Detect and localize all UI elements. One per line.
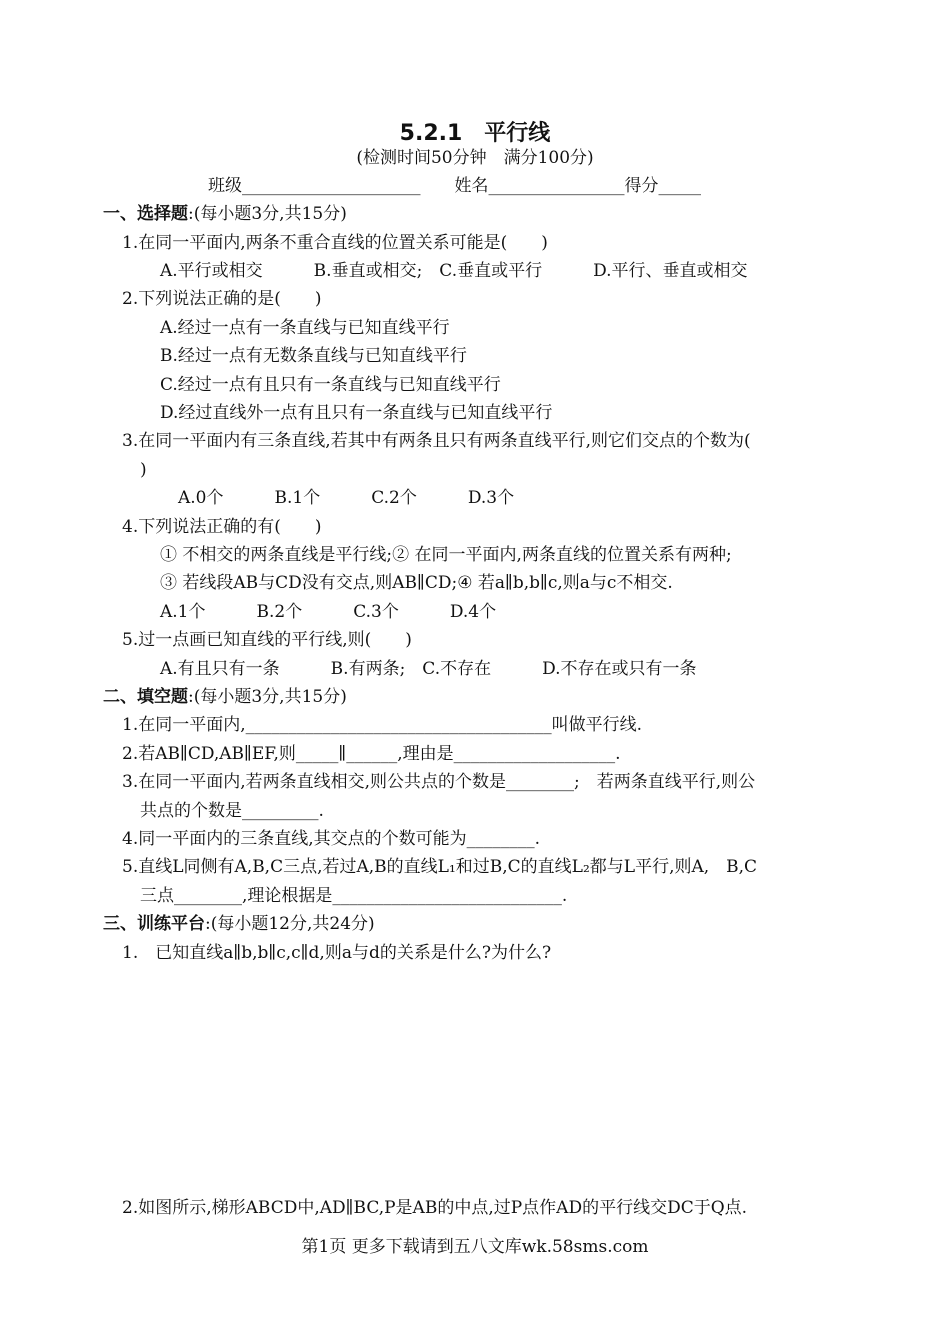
s1-q2-option-b: B.经过一点有无数条直线与已知直线平行: [160, 346, 467, 366]
s2-q1: 1.在同一平面内,____________________________________叫做平行线.: [122, 715, 643, 735]
s1-q3-stem-line2: ): [140, 460, 147, 480]
s1-q3-stem-line1: 3.在同一平面内有三条直线,若其中有两条且只有两条直线平行,则它们交点的个数为(: [122, 431, 751, 451]
section-2-heading: 二、填空题: [103, 687, 188, 707]
s1-q5-options: A.有且只有一条 B.有两条; C.不存在 D.不存在或只有一条: [160, 659, 697, 679]
s2-q4: 4.同一平面内的三条直线,其交点的个数可能为________.: [122, 829, 541, 849]
s1-q3-options: A.0个 B.1个 C.2个 D.3个: [178, 488, 515, 508]
section-3-header: [103, 913, 375, 935]
page-footer: 第1页 更多下载请到五八文库wk.58sms.com: [301, 1237, 649, 1257]
s1-q4-stem: 4.下列说法正确的有( ): [122, 517, 322, 537]
s3-q1: 1. 已知直线a∥b,b∥c,c∥d,则a与d的关系是什么?为什么?: [122, 943, 552, 963]
section-2-note: :(每小题3分,共15分): [188, 687, 347, 707]
s1-q2-option-c: C.经过一点有且只有一条直线与已知直线平行: [160, 375, 501, 395]
s2-q2: 2.若AB∥CD,AB∥EF,则_____∥______,理由是___________________.: [122, 744, 621, 764]
section-1-heading: 一、选择题: [103, 204, 188, 224]
s3-q2: 2.如图所示,梯形ABCD中,AD∥BC,P是AB的中点,过P点作AD的平行线交DC于Q点.: [122, 1198, 748, 1218]
page-subtitle: (检测时间50分钟 满分100分): [356, 148, 594, 168]
s1-q2-stem: 2.下列说法正确的是( ): [122, 289, 322, 309]
section-3-note: :(每小题12分,共24分): [205, 914, 375, 934]
header-info-line: 班级_____________________ 姓名________________得分_____: [208, 176, 701, 196]
s2-q3-line2: 共点的个数是_________.: [140, 801, 324, 821]
s1-q1-options: A.平行或相交 B.垂直或相交; C.垂直或平行 D.平行、垂直或相交: [160, 261, 748, 281]
s2-q3-line1: 3.在同一平面内,若两条直线相交,则公共点的个数是________; 若两条直线平行,则公: [122, 772, 756, 792]
s1-q4-statement-line2: ③ 若线段AB与CD没有交点,则AB∥CD;④ 若a∥b,b∥c,则a与c不相交.: [160, 573, 673, 593]
section-1-header: [103, 203, 347, 225]
s1-q4-options: A.1个 B.2个 C.3个 D.4个: [160, 602, 497, 622]
s1-q4-statement-line1: ① 不相交的两条直线是平行线;② 在同一平面内,两条直线的位置关系有两种;: [160, 545, 732, 565]
page-title: 5.2.1 平行线: [399, 121, 551, 146]
section-3-heading: 三、训练平台: [103, 914, 205, 934]
s1-q2-option-a: A.经过一点有一条直线与已知直线平行: [160, 318, 450, 338]
s1-q1-stem: 1.在同一平面内,两条不重合直线的位置关系可能是( ): [122, 233, 548, 253]
s2-q5-line1: 5.直线L同侧有A,B,C三点,若过A,B的直线L₁和过B,C的直线L₂都与L平行,则A, B,C: [122, 857, 758, 877]
section-1-note: :(每小题3分,共15分): [188, 204, 347, 224]
section-2-header: [103, 686, 347, 708]
s1-q5-stem: 5.过一点画已知直线的平行线,则( ): [122, 630, 412, 650]
s1-q2-option-d: D.经过直线外一点有且只有一条直线与已知直线平行: [160, 403, 553, 423]
s2-q5-line2: 三点________,理论根据是___________________________.: [140, 886, 568, 906]
